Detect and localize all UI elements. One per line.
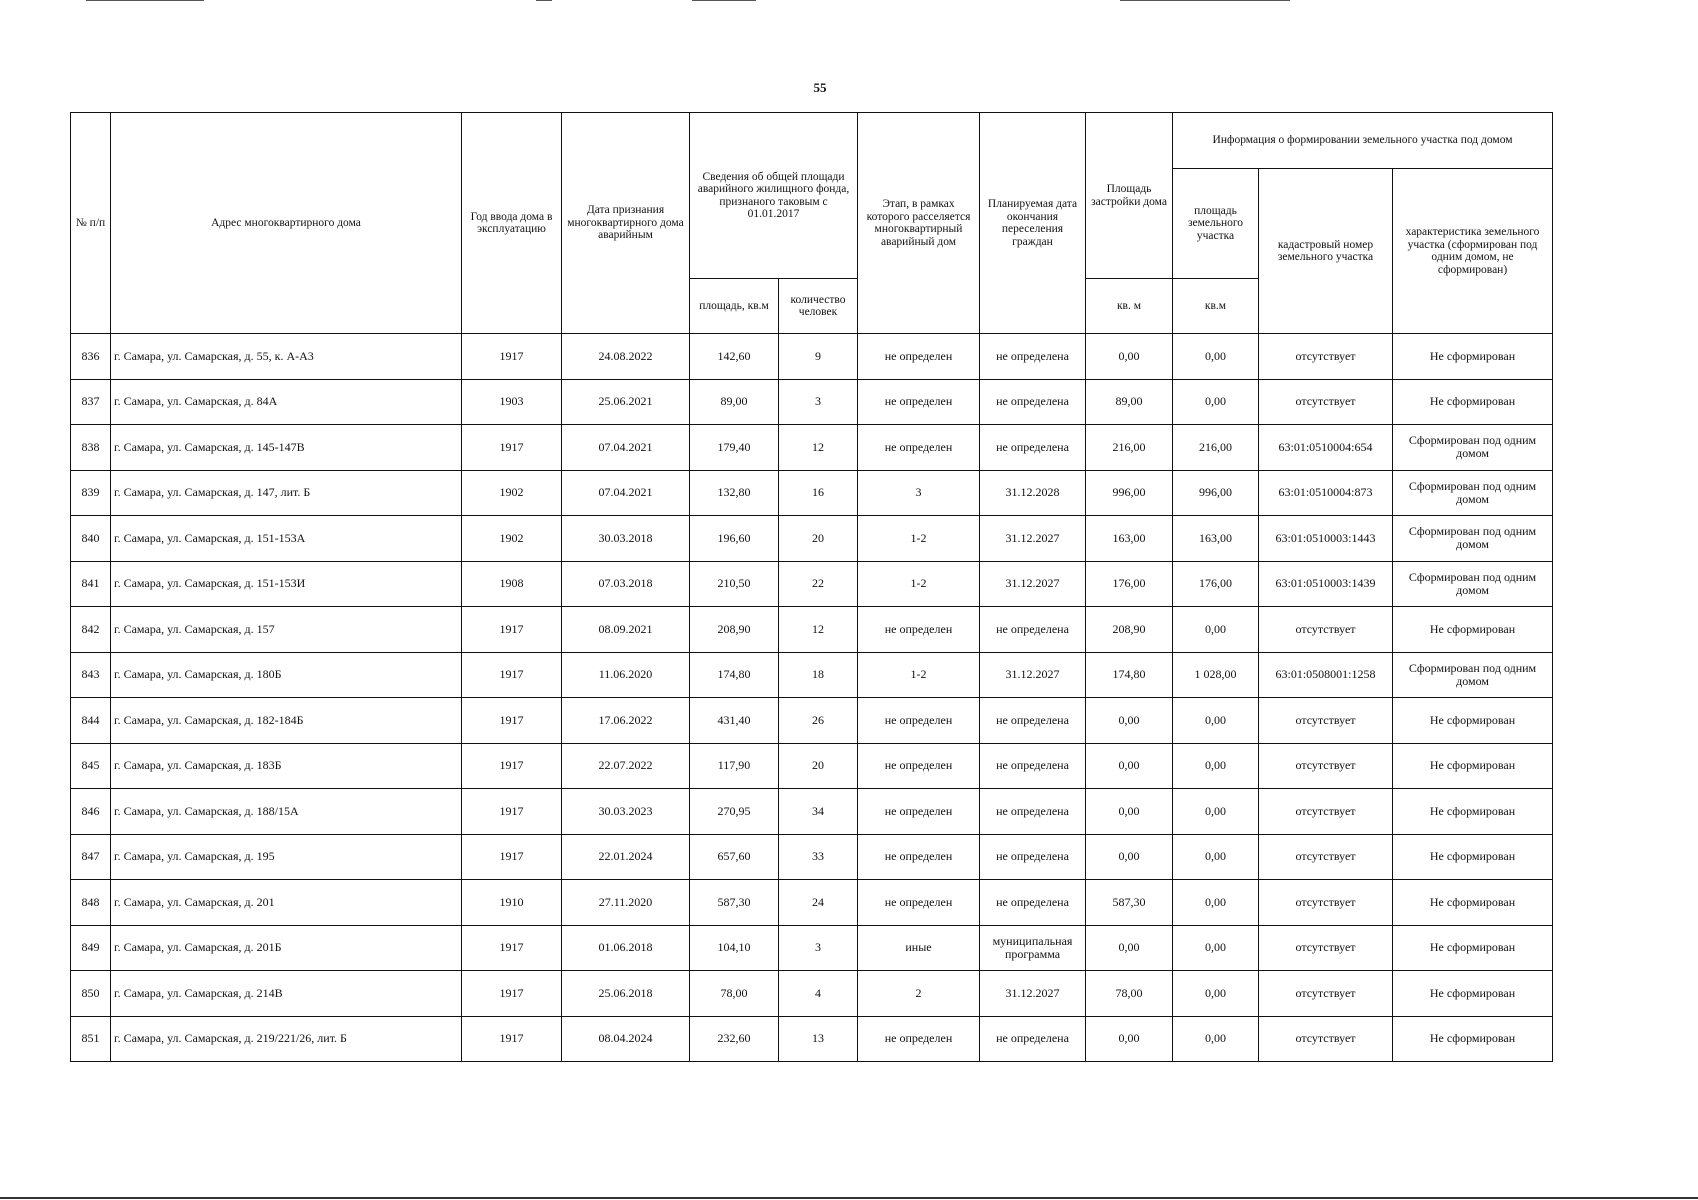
cell-date: 30.03.2023 — [562, 789, 690, 835]
cell-planned-date: не определена — [980, 379, 1086, 425]
cell-stage: не определен — [858, 743, 980, 789]
cell-address: г. Самара, ул. Самарская, д. 151-153И — [111, 561, 462, 607]
cell-status: Не сформирован — [1393, 698, 1553, 744]
cell-num: 840 — [71, 516, 111, 562]
cell-date: 08.09.2021 — [562, 607, 690, 653]
cell-people: 12 — [779, 425, 858, 471]
table-row — [71, 334, 1553, 380]
cell-planned-date: не определена — [980, 1016, 1086, 1062]
header-cadastral: кадастровый номер земельного участка — [1259, 169, 1393, 334]
cell-built-area: 78,00 — [1086, 971, 1173, 1017]
cell-people: 4 — [779, 971, 858, 1017]
header-area: площадь, кв.м — [690, 279, 779, 334]
cell-status: Не сформирован — [1393, 743, 1553, 789]
cell-year: 1902 — [462, 470, 562, 516]
cell-land-area: 0,00 — [1173, 789, 1259, 835]
header-unit-land: кв.м — [1173, 279, 1259, 334]
cell-address: г. Самара, ул. Самарская, д. 157 — [111, 607, 462, 653]
cell-stage: 1-2 — [858, 652, 980, 698]
cell-area: 270,95 — [690, 789, 779, 835]
table-body — [71, 334, 1553, 1062]
cell-area: 104,10 — [690, 925, 779, 971]
cell-land-area: 216,00 — [1173, 425, 1259, 471]
cell-year: 1917 — [462, 607, 562, 653]
cell-area: 174,80 — [690, 652, 779, 698]
table-row — [71, 743, 1553, 789]
cell-built-area: 174,80 — [1086, 652, 1173, 698]
cell-date: 25.06.2021 — [562, 379, 690, 425]
header-land-group: Информация о формировании земельного участка под домом — [1173, 113, 1553, 169]
cell-stage: не определен — [858, 379, 980, 425]
cell-built-area: 0,00 — [1086, 1016, 1173, 1062]
cell-area: 208,90 — [690, 607, 779, 653]
header-land-area: площадь земельного участка — [1173, 169, 1259, 279]
cell-land-area: 0,00 — [1173, 698, 1259, 744]
header-address: Адрес многоквартирного дома — [111, 113, 462, 334]
cell-status: Не сформирован — [1393, 1016, 1553, 1062]
cell-built-area: 587,30 — [1086, 880, 1173, 926]
cell-year: 1917 — [462, 425, 562, 471]
cell-date: 22.07.2022 — [562, 743, 690, 789]
cell-built-area: 216,00 — [1086, 425, 1173, 471]
cell-address: г. Самара, ул. Самарская, д. 84А — [111, 379, 462, 425]
cell-status: Сформирован под одним домом — [1393, 516, 1553, 562]
cell-num: 847 — [71, 834, 111, 880]
top-rule — [692, 0, 756, 1]
cell-people: 26 — [779, 698, 858, 744]
cell-year: 1917 — [462, 698, 562, 744]
cell-year: 1910 — [462, 880, 562, 926]
cell-area: 196,60 — [690, 516, 779, 562]
table-row — [71, 834, 1553, 880]
cell-area: 431,40 — [690, 698, 779, 744]
cell-people: 33 — [779, 834, 858, 880]
cell-planned-date: 31.12.2027 — [980, 561, 1086, 607]
cell-num: 849 — [71, 925, 111, 971]
top-rule — [536, 0, 552, 1]
cell-stage: не определен — [858, 789, 980, 835]
cell-planned-date: не определена — [980, 425, 1086, 471]
cell-built-area: 0,00 — [1086, 743, 1173, 789]
cell-people: 9 — [779, 334, 858, 380]
cell-cadastral: 63:01:0510003:1439 — [1259, 561, 1393, 607]
cell-land-area: 0,00 — [1173, 971, 1259, 1017]
table-row — [71, 561, 1553, 607]
cell-cadastral: отсутствует — [1259, 1016, 1393, 1062]
page-number: 55 — [813, 80, 827, 95]
cell-people: 22 — [779, 561, 858, 607]
header-people: количество человек — [779, 279, 858, 334]
cell-area: 117,90 — [690, 743, 779, 789]
table-row — [71, 607, 1553, 653]
cell-stage: 1-2 — [858, 516, 980, 562]
cell-num: 843 — [71, 652, 111, 698]
cell-stage: не определен — [858, 880, 980, 926]
cell-planned-date: не определена — [980, 834, 1086, 880]
cell-status: Не сформирован — [1393, 379, 1553, 425]
cell-year: 1917 — [462, 971, 562, 1017]
cell-cadastral: отсутствует — [1259, 925, 1393, 971]
cell-built-area: 208,90 — [1086, 607, 1173, 653]
cell-cadastral: отсутствует — [1259, 880, 1393, 926]
table-row — [71, 789, 1553, 835]
table-row — [71, 516, 1553, 562]
cell-year: 1917 — [462, 834, 562, 880]
cell-area: 132,80 — [690, 470, 779, 516]
header-date-recognized: Дата признания многоквартирного дома аварийным — [562, 113, 690, 334]
cell-num: 837 — [71, 379, 111, 425]
cell-land-area: 0,00 — [1173, 880, 1259, 926]
cell-status: Сформирован под одним домом — [1393, 425, 1553, 471]
cell-built-area: 996,00 — [1086, 470, 1173, 516]
bottom-rule — [0, 1197, 1698, 1199]
cell-land-area: 0,00 — [1173, 743, 1259, 789]
cell-status: Не сформирован — [1393, 971, 1553, 1017]
top-rule — [86, 0, 204, 1]
cell-status: Не сформирован — [1393, 834, 1553, 880]
cell-date: 07.04.2021 — [562, 425, 690, 471]
cell-stage: не определен — [858, 834, 980, 880]
cell-people: 3 — [779, 925, 858, 971]
cell-stage: не определен — [858, 607, 980, 653]
cell-built-area: 0,00 — [1086, 925, 1173, 971]
table-row — [71, 425, 1553, 471]
cell-cadastral: отсутствует — [1259, 334, 1393, 380]
header-area-group: Сведения об общей площади аварийного жилищного фонда, признаного таковым с 01.01.2017 — [690, 113, 858, 279]
cell-cadastral: отсутствует — [1259, 698, 1393, 744]
table-row — [71, 698, 1553, 744]
cell-status: Не сформирован — [1393, 880, 1553, 926]
table-row — [71, 971, 1553, 1017]
cell-year: 1903 — [462, 379, 562, 425]
table-row — [71, 379, 1553, 425]
cell-status: Не сформирован — [1393, 789, 1553, 835]
cell-date: 01.06.2018 — [562, 925, 690, 971]
cell-cadastral: отсутствует — [1259, 607, 1393, 653]
cell-stage: иные — [858, 925, 980, 971]
cell-people: 20 — [779, 743, 858, 789]
cell-year: 1917 — [462, 1016, 562, 1062]
table-row — [71, 925, 1553, 971]
cell-address: г. Самара, ул. Самарская, д. 147, лит. Б — [111, 470, 462, 516]
cell-area: 179,40 — [690, 425, 779, 471]
cell-people: 18 — [779, 652, 858, 698]
cell-area: 210,50 — [690, 561, 779, 607]
cell-date: 11.06.2020 — [562, 652, 690, 698]
cell-stage: 1-2 — [858, 561, 980, 607]
cell-num: 846 — [71, 789, 111, 835]
cell-cadastral: 63:01:0510004:873 — [1259, 470, 1393, 516]
cell-stage: 2 — [858, 971, 980, 1017]
cell-status: Не сформирован — [1393, 925, 1553, 971]
cell-area: 142,60 — [690, 334, 779, 380]
cell-status: Не сформирован — [1393, 607, 1553, 653]
header-num: № п/п — [71, 113, 111, 334]
cell-land-area: 163,00 — [1173, 516, 1259, 562]
cell-planned-date: 31.12.2027 — [980, 516, 1086, 562]
cell-year: 1917 — [462, 652, 562, 698]
cell-land-area: 0,00 — [1173, 334, 1259, 380]
cell-planned-date: муниципальная программа — [980, 925, 1086, 971]
cell-planned-date: 31.12.2027 — [980, 971, 1086, 1017]
cell-built-area: 0,00 — [1086, 698, 1173, 744]
cell-address: г. Самара, ул. Самарская, д. 182-184Б — [111, 698, 462, 744]
cell-year: 1917 — [462, 925, 562, 971]
cell-stage: не определен — [858, 334, 980, 380]
cell-num: 845 — [71, 743, 111, 789]
cell-built-area: 0,00 — [1086, 334, 1173, 380]
cell-land-area: 176,00 — [1173, 561, 1259, 607]
cell-year: 1917 — [462, 789, 562, 835]
cell-date: 07.03.2018 — [562, 561, 690, 607]
cell-num: 842 — [71, 607, 111, 653]
cell-built-area: 163,00 — [1086, 516, 1173, 562]
cell-people: 34 — [779, 789, 858, 835]
cell-date: 24.08.2022 — [562, 334, 690, 380]
cell-num: 836 — [71, 334, 111, 380]
cell-land-area: 996,00 — [1173, 470, 1259, 516]
cell-built-area: 0,00 — [1086, 789, 1173, 835]
cell-address: г. Самара, ул. Самарская, д. 183Б — [111, 743, 462, 789]
cell-num: 841 — [71, 561, 111, 607]
cell-date: 08.04.2024 — [562, 1016, 690, 1062]
cell-status: Сформирован под одним домом — [1393, 561, 1553, 607]
table-row — [71, 880, 1553, 926]
cell-cadastral: 63:01:0510004:654 — [1259, 425, 1393, 471]
cell-status: Не сформирован — [1393, 334, 1553, 380]
cell-planned-date: не определена — [980, 880, 1086, 926]
cell-num: 848 — [71, 880, 111, 926]
cell-planned-date: не определена — [980, 334, 1086, 380]
cell-date: 07.04.2021 — [562, 470, 690, 516]
cell-cadastral: отсутствует — [1259, 834, 1393, 880]
cell-planned-date: не определена — [980, 789, 1086, 835]
cell-planned-date: не определена — [980, 743, 1086, 789]
cell-cadastral: отсутствует — [1259, 379, 1393, 425]
cell-status: Сформирован под одним домом — [1393, 652, 1553, 698]
cell-address: г. Самара, ул. Самарская, д. 201 — [111, 880, 462, 926]
cell-address: г. Самара, ул. Самарская, д. 151-153А — [111, 516, 462, 562]
header-stage: Этап, в рамках которого расселяется многоквартирный аварийный дом — [858, 113, 980, 334]
cell-land-area: 1 028,00 — [1173, 652, 1259, 698]
cell-people: 3 — [779, 379, 858, 425]
cell-cadastral: отсутствует — [1259, 743, 1393, 789]
cell-status: Сформирован под одним домом — [1393, 470, 1553, 516]
header-built-area: Площадь застройки дома — [1086, 113, 1173, 279]
table-row — [71, 1016, 1553, 1062]
cell-stage: не определен — [858, 425, 980, 471]
cell-stage: 3 — [858, 470, 980, 516]
cell-built-area: 176,00 — [1086, 561, 1173, 607]
cell-address: г. Самара, ул. Самарская, д. 180Б — [111, 652, 462, 698]
cell-address: г. Самара, ул. Самарская, д. 145-147В — [111, 425, 462, 471]
cell-land-area: 0,00 — [1173, 379, 1259, 425]
cell-land-area: 0,00 — [1173, 607, 1259, 653]
cell-people: 20 — [779, 516, 858, 562]
cell-stage: не определен — [858, 1016, 980, 1062]
table-row — [71, 652, 1553, 698]
cell-num: 844 — [71, 698, 111, 744]
emergency-housing-table — [70, 112, 1553, 1062]
cell-address: г. Самара, ул. Самарская, д. 55, к. А-А3 — [111, 334, 462, 380]
cell-num: 839 — [71, 470, 111, 516]
cell-date: 25.06.2018 — [562, 971, 690, 1017]
cell-num: 851 — [71, 1016, 111, 1062]
cell-year: 1917 — [462, 334, 562, 380]
cell-area: 89,00 — [690, 379, 779, 425]
cell-built-area: 0,00 — [1086, 834, 1173, 880]
cell-land-area: 0,00 — [1173, 925, 1259, 971]
header-year: Год ввода дома в эксплуатацию — [462, 113, 562, 334]
cell-people: 13 — [779, 1016, 858, 1062]
cell-planned-date: 31.12.2028 — [980, 470, 1086, 516]
cell-year: 1902 — [462, 516, 562, 562]
cell-year: 1908 — [462, 561, 562, 607]
cell-address: г. Самара, ул. Самарская, д. 195 — [111, 834, 462, 880]
cell-people: 24 — [779, 880, 858, 926]
cell-land-area: 0,00 — [1173, 1016, 1259, 1062]
cell-address: г. Самара, ул. Самарская, д. 188/15А — [111, 789, 462, 835]
table-header — [71, 113, 1553, 334]
cell-people: 12 — [779, 607, 858, 653]
cell-cadastral: отсутствует — [1259, 789, 1393, 835]
cell-area: 657,60 — [690, 834, 779, 880]
cell-planned-date: не определена — [980, 698, 1086, 744]
cell-address: г. Самара, ул. Самарская, д. 214В — [111, 971, 462, 1017]
cell-cadastral: 63:01:0510003:1443 — [1259, 516, 1393, 562]
cell-area: 587,30 — [690, 880, 779, 926]
cell-date: 22.01.2024 — [562, 834, 690, 880]
cell-address: г. Самара, ул. Самарская, д. 219/221/26, лит. Б — [111, 1016, 462, 1062]
table-row — [71, 470, 1553, 516]
cell-area: 232,60 — [690, 1016, 779, 1062]
cell-land-area: 0,00 — [1173, 834, 1259, 880]
cell-date: 27.11.2020 — [562, 880, 690, 926]
header-characteristic: характеристика земельного участка (сформирован под одним домом, не сформирован) — [1393, 169, 1553, 334]
cell-planned-date: не определена — [980, 607, 1086, 653]
header-planned-date: Планируемая дата окончания переселения граждан — [980, 113, 1086, 334]
cell-address: г. Самара, ул. Самарская, д. 201Б — [111, 925, 462, 971]
cell-date: 30.03.2018 — [562, 516, 690, 562]
cell-cadastral: отсутствует — [1259, 971, 1393, 1017]
cell-stage: не определен — [858, 698, 980, 744]
cell-area: 78,00 — [690, 971, 779, 1017]
cell-date: 17.06.2022 — [562, 698, 690, 744]
header-unit-built: кв. м — [1086, 279, 1173, 334]
cell-built-area: 89,00 — [1086, 379, 1173, 425]
cell-num: 850 — [71, 971, 111, 1017]
cell-people: 16 — [779, 470, 858, 516]
cell-year: 1917 — [462, 743, 562, 789]
cell-planned-date: 31.12.2027 — [980, 652, 1086, 698]
cell-cadastral: 63:01:0508001:1258 — [1259, 652, 1393, 698]
cell-num: 838 — [71, 425, 111, 471]
top-rule — [1120, 0, 1290, 1]
